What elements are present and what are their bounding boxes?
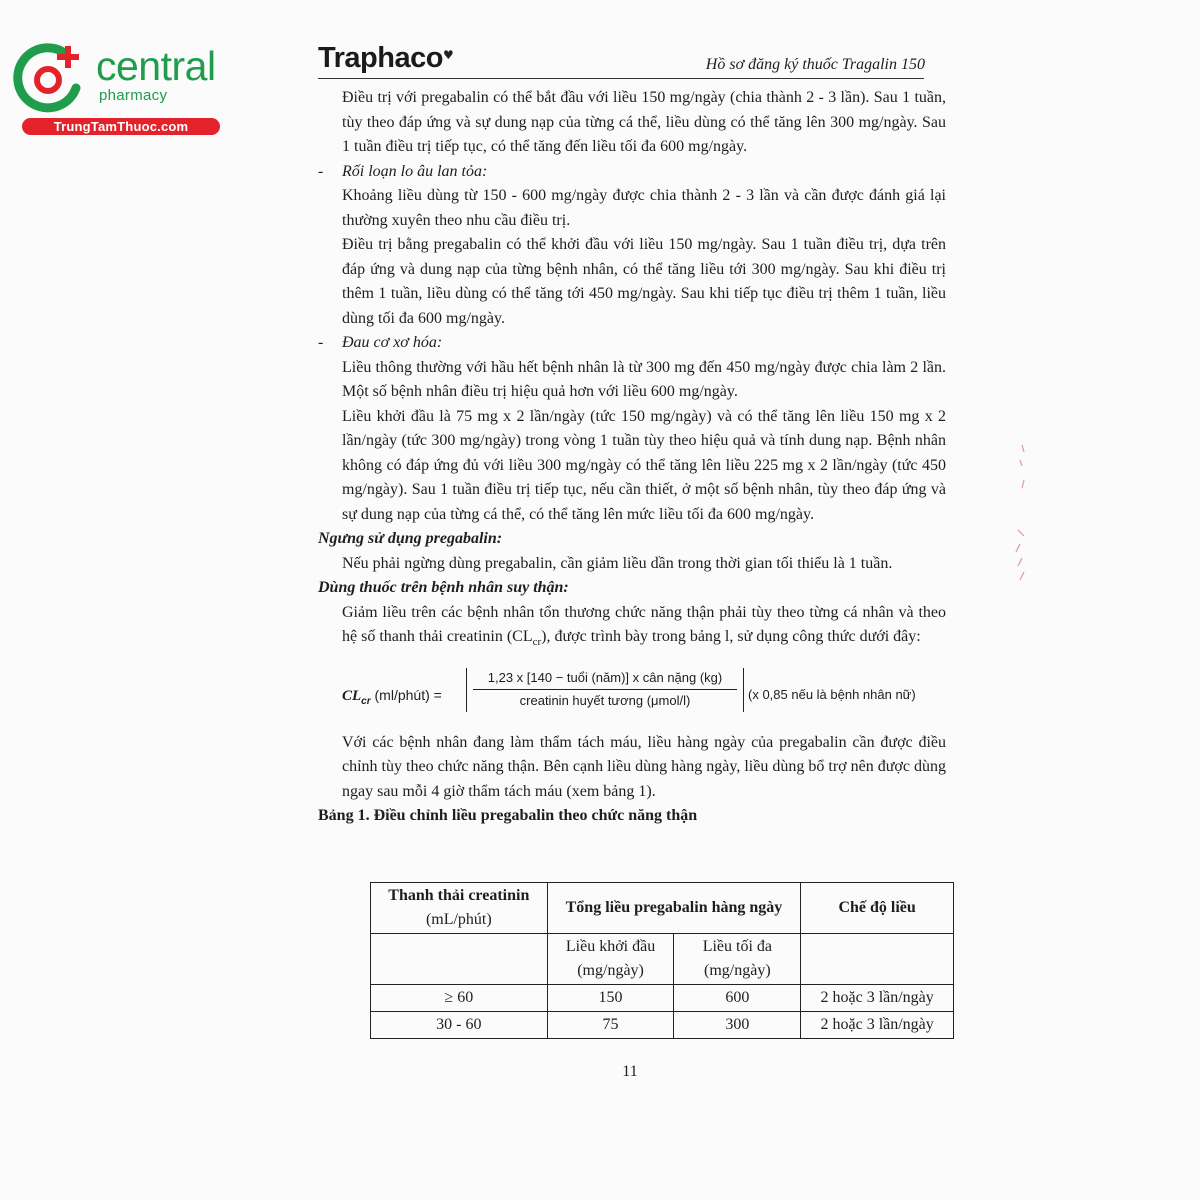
fraction-bar <box>473 689 737 690</box>
table-empty-cell <box>801 934 954 985</box>
paragraph-7-end: ), được trình bày trong bảng l, sử dụng công thức dưới đây: <box>541 628 921 645</box>
paragraph-3: Điều trị bằng pregabalin có thể khởi đầu với liều 150 mg/ngày. Sau 1 tuần điều trị, dựa trên đáp ứng và dung nạp của từng bệnh nhân, có thể tăng liều tới 300 mg/ngày. Sau khi điều trị thêm 1 tuần, liều dùng có thể tăng tới 450 mg/ngày. Sau khi tiếp tục điều trị thêm 1 tuần, liều dùng tối đa 600 mg/ngày. <box>342 236 946 327</box>
bullet-dash: - <box>318 162 324 180</box>
bullet-fibromyalgia <box>318 331 946 356</box>
header-total-daily-dose: Tổng liều pregabalin hàng ngày <box>547 883 801 934</box>
cell-regimen: 2 hoặc 3 lần/ngày <box>801 1012 954 1039</box>
formula-unit: (ml/phút) = <box>374 686 442 703</box>
start-dose-unit: (mg/ngày) <box>577 962 644 979</box>
formula-lhs <box>342 683 442 714</box>
max-dose-unit: (mg/ngày) <box>704 962 771 979</box>
cell-clearance: ≥ 60 <box>371 985 548 1012</box>
cell-max-dose: 300 <box>674 1012 801 1039</box>
cell-max-dose: 600 <box>674 985 801 1012</box>
formula-fraction <box>466 668 744 712</box>
cell-clearance: 30 - 60 <box>371 1012 548 1039</box>
formula-female-factor: (x 0,85 nếu là bệnh nhân nữ) <box>748 686 916 702</box>
paragraph-5: Liều khởi đầu là 75 mg x 2 lần/ngày (tức 150 mg/ngày) và có thể tăng lên liều 150 mg x 2 lần/ngày (tức 300 mg/ngày) trong vòng 1 tuần tùy theo hiệu quả và tính dung nạp. Bệnh nhân không có đáp ứng đủ với liều 300 mg/ngày có thể tăng lên liều 225 mg x 2 lần/ngày (tức 450 mg/ngày). Sau 1 tuần điều trị tiếp tục, nếu cần thiết, ở một số bệnh nhân, tùy theo đáp ứng và sự dung nạp của từng cá thể, có thể tăng lên mức liều tối đa 600 mg/ngày. <box>342 407 946 523</box>
formula-symbol: CL <box>342 687 362 704</box>
paragraph-4: Liều thông thường với hầu hết bệnh nhân là từ 300 mg đến 450 mg/ngày được chia làm 2 lần. Một số bệnh nhân điều trị hiệu quả hơn với liều 600 mg/ngày. <box>342 358 946 400</box>
header-cl-label: Thanh thải creatinin <box>388 887 530 904</box>
paragraph-7-sub: cr <box>532 636 542 649</box>
formula-numerator: 1,23 x [140 − tuổi (năm)] x cân nặng (kg) <box>487 669 723 685</box>
header-divider <box>318 78 924 79</box>
header-creatinine-clearance <box>371 883 548 934</box>
watermark-url: TrungTamThuoc.com <box>22 118 220 135</box>
document-title: Hồ sơ đăng ký thuốc Tragalin 150 <box>705 56 925 73</box>
cell-start-dose: 150 <box>547 985 674 1012</box>
table-caption: Bảng 1. Điều chỉnh liều pregabalin theo chức năng thận <box>318 807 698 825</box>
pharmacy-logo-icon <box>10 36 90 116</box>
heading-discontinuation: Ngưng sử dụng pregabalin: <box>318 530 503 547</box>
max-dose-label: Liều tối đa <box>702 938 773 955</box>
table-row <box>371 1012 954 1039</box>
cell-regimen: 2 hoặc 3 lần/ngày <box>801 985 954 1012</box>
paragraph-6: Nếu phải ngừng dùng pregabalin, cần giảm liều dần trong thời gian tối thiểu là 1 tuần. <box>342 554 893 572</box>
dose-adjustment-table <box>370 882 954 1039</box>
paragraph-2: Khoảng liều dùng từ 150 - 600 mg/ngày được chia thành 2 - 3 lần và cần được đánh giá lại thường xuyên theo nhu cầu điều trị. <box>342 187 946 229</box>
subheader-max-dose <box>674 934 801 985</box>
header-regimen: Chế độ liều <box>801 883 954 934</box>
start-dose-label: Liều khởi đầu <box>565 938 656 955</box>
paragraph-1: Điều trị với pregabalin có thể bắt đầu với liều 150 mg/ngày (chia thành 2 - 3 lần). Sau 1 tuần, tùy theo đáp ứng và sự dung nạp của từng cá thể, liều dùng có thể tăng lên 300 mg/ngày. Sau 1 tuần điều trị tiếp tục, có thể tăng đến liều tối đa 600 mg/ngày. <box>342 89 946 155</box>
bullet-anxiety-title: Rối loạn lo âu lan tỏa: <box>342 162 488 180</box>
paragraph-8: Với các bệnh nhân đang làm thẩm tách máu, liều hàng ngày của pregabalin cần được điều chỉnh tùy theo chức năng thận. Bên cạnh liều dùng hàng ngày, liều dùng bổ trợ nên được dùng ngay sau mỗi 4 giờ thẩm tách máu (xem bảng 1). <box>342 733 946 800</box>
header-cl-unit: (mL/phút) <box>425 911 492 928</box>
subheader-start-dose <box>547 934 674 985</box>
central-pharmacy-watermark <box>10 36 215 136</box>
table-subheader-row <box>371 934 954 985</box>
formula-denominator: creatinin huyết tương (μmol/l) <box>519 692 691 708</box>
brand-heart-icon: ♥ <box>443 48 454 62</box>
table-empty-cell <box>371 934 548 985</box>
paragraph-7 <box>318 601 946 655</box>
paragraph-7-start: Giảm liều trên các bệnh nhân tổn thương chức năng thận phải tùy theo từng cá nhân và theo hệ số thanh thải creatinin (CL <box>342 603 946 645</box>
formula-symbol-sub: cr <box>361 695 371 707</box>
bullet-anxiety <box>318 160 946 185</box>
bullet-fibromyalgia-title: Đau cơ xơ hóa: <box>342 334 443 351</box>
page-number: 11 <box>622 1063 638 1080</box>
table-header-row <box>371 883 954 934</box>
red-stamp-fragment <box>1010 440 1030 590</box>
heading-renal: Dùng thuốc trên bệnh nhân suy thận: <box>318 579 569 596</box>
bullet-dash: - <box>318 334 324 351</box>
table-row <box>371 985 954 1012</box>
watermark-name: central <box>96 43 216 89</box>
traphaco-brand: Traphaco <box>318 42 443 74</box>
page-body <box>318 86 946 829</box>
cell-start-dose: 75 <box>547 1012 674 1039</box>
clcr-formula <box>318 665 946 731</box>
watermark-sub: pharmacy <box>99 87 168 104</box>
